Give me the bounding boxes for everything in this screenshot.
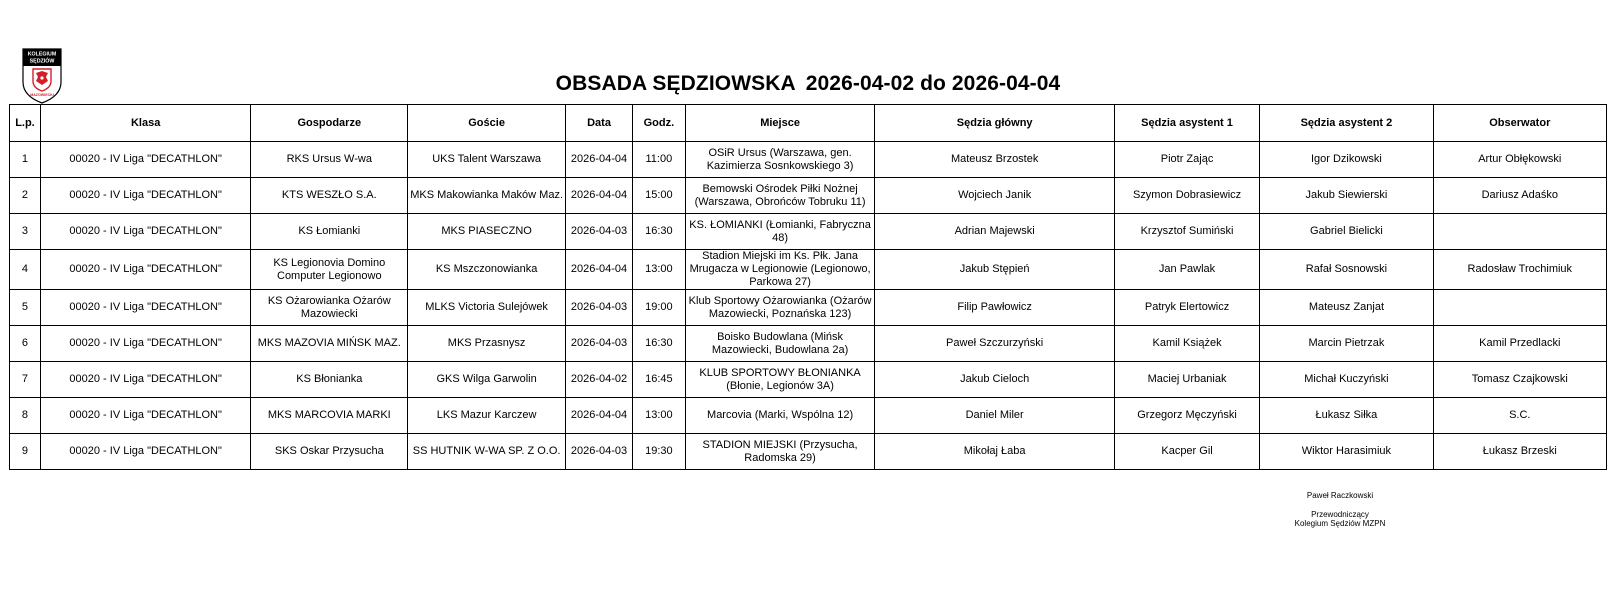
cell-miejsce: Marcovia (Marki, Wspólna 12) [685, 398, 875, 434]
cell-godz: 16:30 [633, 326, 686, 362]
cell-klasa: 00020 - IV Liga "DECATHLON" [40, 434, 250, 470]
cell-gospodarze: MKS MAZOVIA MIŃSK MAZ. [251, 326, 408, 362]
cell-sedzia-asystent-2: Igor Dzikowski [1260, 142, 1433, 178]
signature-name: Paweł Raczkowski [1306, 491, 1374, 500]
cell-godz: 13:00 [633, 398, 686, 434]
table-row [10, 178, 1607, 214]
cell-lp: 3 [10, 214, 41, 250]
logo-text-line1: KOLEGIUM [27, 51, 57, 58]
cell-sedzia-asystent-1: Maciej Urbaniak [1114, 362, 1259, 398]
signature-role: Przewodniczący [1311, 510, 1369, 519]
cell-sedzia-asystent-1: Piotr Zając [1114, 142, 1259, 178]
table-row [10, 434, 1607, 470]
cell-obserwator: Tomasz Czajkowski [1433, 362, 1606, 398]
cell-gospodarze: MKS MARCOVIA MARKI [251, 398, 408, 434]
cell-sedzia-asystent-2: Wiktor Harasimiuk [1260, 434, 1433, 470]
cell-data: 2026-04-03 [566, 290, 633, 326]
header-sedzia-asystent-2: Sędzia asystent 2 [1260, 105, 1433, 142]
cell-klasa: 00020 - IV Liga "DECATHLON" [40, 290, 250, 326]
cell-godz: 19:30 [633, 434, 686, 470]
cell-data: 2026-04-02 [566, 362, 633, 398]
cell-sedzia-glowny: Adrian Majewski [875, 214, 1114, 250]
cell-sedzia-asystent-1: Kacper Gil [1114, 434, 1259, 470]
cell-data: 2026-04-04 [566, 178, 633, 214]
cell-goscie: MKS Przasnysz [408, 326, 566, 362]
cell-miejsce: KS. ŁOMIANKI (Łomianki, Fabryczna 48) [685, 214, 875, 250]
cell-goscie: MKS PIASECZNO [408, 214, 566, 250]
cell-sedzia-asystent-1: Kamil Książek [1114, 326, 1259, 362]
cell-sedzia-asystent-1: Patryk Elertowicz [1114, 290, 1259, 326]
header-data: Data [566, 105, 633, 142]
cell-goscie: KS Mszczonowianka [408, 250, 566, 290]
cell-miejsce: KLUB SPORTOWY BŁONIANKA (Błonie, Legionów 3A) [685, 362, 875, 398]
cell-goscie: MLKS Victoria Sulejówek [408, 290, 566, 326]
cell-sedzia-asystent-2: Marcin Pietrzak [1260, 326, 1433, 362]
cell-obserwator: Kamil Przedlacki [1433, 326, 1606, 362]
cell-klasa: 00020 - IV Liga "DECATHLON" [40, 326, 250, 362]
cell-klasa: 00020 - IV Liga "DECATHLON" [40, 142, 250, 178]
cell-klasa: 00020 - IV Liga "DECATHLON" [40, 214, 250, 250]
cell-gospodarze: RKS Ursus W-wa [251, 142, 408, 178]
cell-lp: 1 [10, 142, 41, 178]
header-klasa: Klasa [40, 105, 250, 142]
cell-gospodarze: KS Błonianka [251, 362, 408, 398]
cell-gospodarze: KS Łomianki [251, 214, 408, 250]
cell-miejsce: Boisko Budowlana (Mińsk Mazowiecki, Budowlana 2a) [685, 326, 875, 362]
logo-text-line2: SĘDZIÓW [29, 58, 55, 65]
cell-sedzia-glowny: Daniel Miler [875, 398, 1114, 434]
cell-sedzia-asystent-1: Krzysztof Sumiński [1114, 214, 1259, 250]
cell-gospodarze: KS Ożarowianka Ożarów Mazowiecki [251, 290, 408, 326]
cell-godz: 11:00 [633, 142, 686, 178]
header-godz: Godz. [633, 105, 686, 142]
table-body [10, 142, 1607, 470]
cell-goscie: LKS Mazur Karczew [408, 398, 566, 434]
cell-obserwator: Radosław Trochimiuk [1433, 250, 1606, 290]
cell-klasa: 00020 - IV Liga "DECATHLON" [40, 362, 250, 398]
header-gospodarze: Gospodarze [251, 105, 408, 142]
cell-klasa: 00020 - IV Liga "DECATHLON" [40, 178, 250, 214]
cell-data: 2026-04-03 [566, 434, 633, 470]
cell-godz: 16:45 [633, 362, 686, 398]
cell-lp: 2 [10, 178, 41, 214]
table-row [10, 250, 1607, 290]
referee-assignment-table [9, 104, 1607, 470]
cell-goscie: SS HUTNIK W-WA SP. Z O.O. [408, 434, 566, 470]
cell-obserwator [1433, 290, 1606, 326]
page-title [0, 72, 1616, 96]
cell-sedzia-glowny: Wojciech Janik [875, 178, 1114, 214]
cell-data: 2026-04-04 [566, 250, 633, 290]
cell-obserwator: Artur Obłękowski [1433, 142, 1606, 178]
title-date-range: 2026-04-02 do 2026-04-04 [805, 72, 1061, 95]
cell-sedzia-asystent-2: Łukasz Siłka [1260, 398, 1433, 434]
cell-godz: 19:00 [633, 290, 686, 326]
table-row [10, 326, 1607, 362]
cell-gospodarze: SKS Oskar Przysucha [251, 434, 408, 470]
header-goscie: Goście [408, 105, 566, 142]
cell-miejsce: Klub Sportowy Ożarowianka (Ożarów Mazowiecki, Poznańska 123) [685, 290, 875, 326]
header-obserwator: Obserwator [1433, 105, 1606, 142]
cell-sedzia-glowny: Filip Pawłowicz [875, 290, 1114, 326]
cell-goscie: GKS Wilga Garwolin [408, 362, 566, 398]
table-row [10, 290, 1607, 326]
cell-obserwator [1433, 214, 1606, 250]
table-row [10, 214, 1607, 250]
cell-sedzia-asystent-2: Michał Kuczyński [1260, 362, 1433, 398]
title-main: OBSADA SĘDZIOWSKA [555, 72, 796, 95]
cell-miejsce: Stadion Miejski im Ks. Płk. Jana Mrugacza w Legionowie (Legionowo, Parkowa 27) [685, 250, 875, 290]
cell-gospodarze: KS Legionovia Domino Computer Legionowo [251, 250, 408, 290]
cell-data: 2026-04-03 [566, 326, 633, 362]
cell-goscie: UKS Talent Warszawa [408, 142, 566, 178]
cell-data: 2026-04-04 [566, 398, 633, 434]
cell-data: 2026-04-03 [566, 214, 633, 250]
header-sedzia-glowny: Sędzia główny [875, 105, 1114, 142]
cell-sedzia-asystent-1: Grzegorz Męczyński [1114, 398, 1259, 434]
cell-sedzia-glowny: Jakub Cieloch [875, 362, 1114, 398]
signature-org: Kolegium Sędziów MZPN [1294, 519, 1386, 528]
cell-godz: 13:00 [633, 250, 686, 290]
table-row [10, 362, 1607, 398]
header-miejsce: Miejsce [685, 105, 875, 142]
cell-sedzia-asystent-1: Szymon Dobrasiewicz [1114, 178, 1259, 214]
cell-godz: 15:00 [633, 178, 686, 214]
cell-sedzia-asystent-2: Gabriel Bielicki [1260, 214, 1433, 250]
logo-text-line3: MAZOWIECKI [30, 93, 54, 97]
table-row [10, 398, 1607, 434]
cell-lp: 5 [10, 290, 41, 326]
cell-lp: 9 [10, 434, 41, 470]
cell-sedzia-glowny: Mateusz Brzostek [875, 142, 1114, 178]
cell-sedzia-glowny: Paweł Szczurzyński [875, 326, 1114, 362]
cell-sedzia-asystent-1: Jan Pawlak [1114, 250, 1259, 290]
cell-miejsce: Bemowski Ośrodek Piłki Nożnej (Warszawa, Obrońców Tobruku 11) [685, 178, 875, 214]
cell-miejsce: STADION MIEJSKI (Przysucha, Radomska 29) [685, 434, 875, 470]
cell-lp: 4 [10, 250, 41, 290]
cell-lp: 7 [10, 362, 41, 398]
cell-sedzia-glowny: Jakub Stępień [875, 250, 1114, 290]
cell-lp: 8 [10, 398, 41, 434]
cell-miejsce: OSiR Ursus (Warszawa, gen. Kazimierza Sosnkowskiego 3) [685, 142, 875, 178]
table-header-row [10, 105, 1607, 142]
cell-gospodarze: KTS WESZŁO S.A. [251, 178, 408, 214]
cell-sedzia-glowny: Mikołaj Łaba [875, 434, 1114, 470]
cell-data: 2026-04-04 [566, 142, 633, 178]
cell-sedzia-asystent-2: Rafał Sosnowski [1260, 250, 1433, 290]
cell-obserwator: S.C. [1433, 398, 1606, 434]
cell-sedzia-asystent-2: Jakub Siewierski [1260, 178, 1433, 214]
cell-obserwator: Łukasz Brzeski [1433, 434, 1606, 470]
header-lp: L.p. [10, 105, 41, 142]
table-row [10, 142, 1607, 178]
cell-obserwator: Dariusz Adaśko [1433, 178, 1606, 214]
cell-klasa: 00020 - IV Liga "DECATHLON" [40, 250, 250, 290]
cell-goscie: MKS Makowianka Maków Maz. [408, 178, 566, 214]
header-sedzia-asystent-1: Sędzia asystent 1 [1114, 105, 1259, 142]
cell-lp: 6 [10, 326, 41, 362]
cell-klasa: 00020 - IV Liga "DECATHLON" [40, 398, 250, 434]
cell-sedzia-asystent-2: Mateusz Zanjat [1260, 290, 1433, 326]
cell-godz: 16:30 [633, 214, 686, 250]
